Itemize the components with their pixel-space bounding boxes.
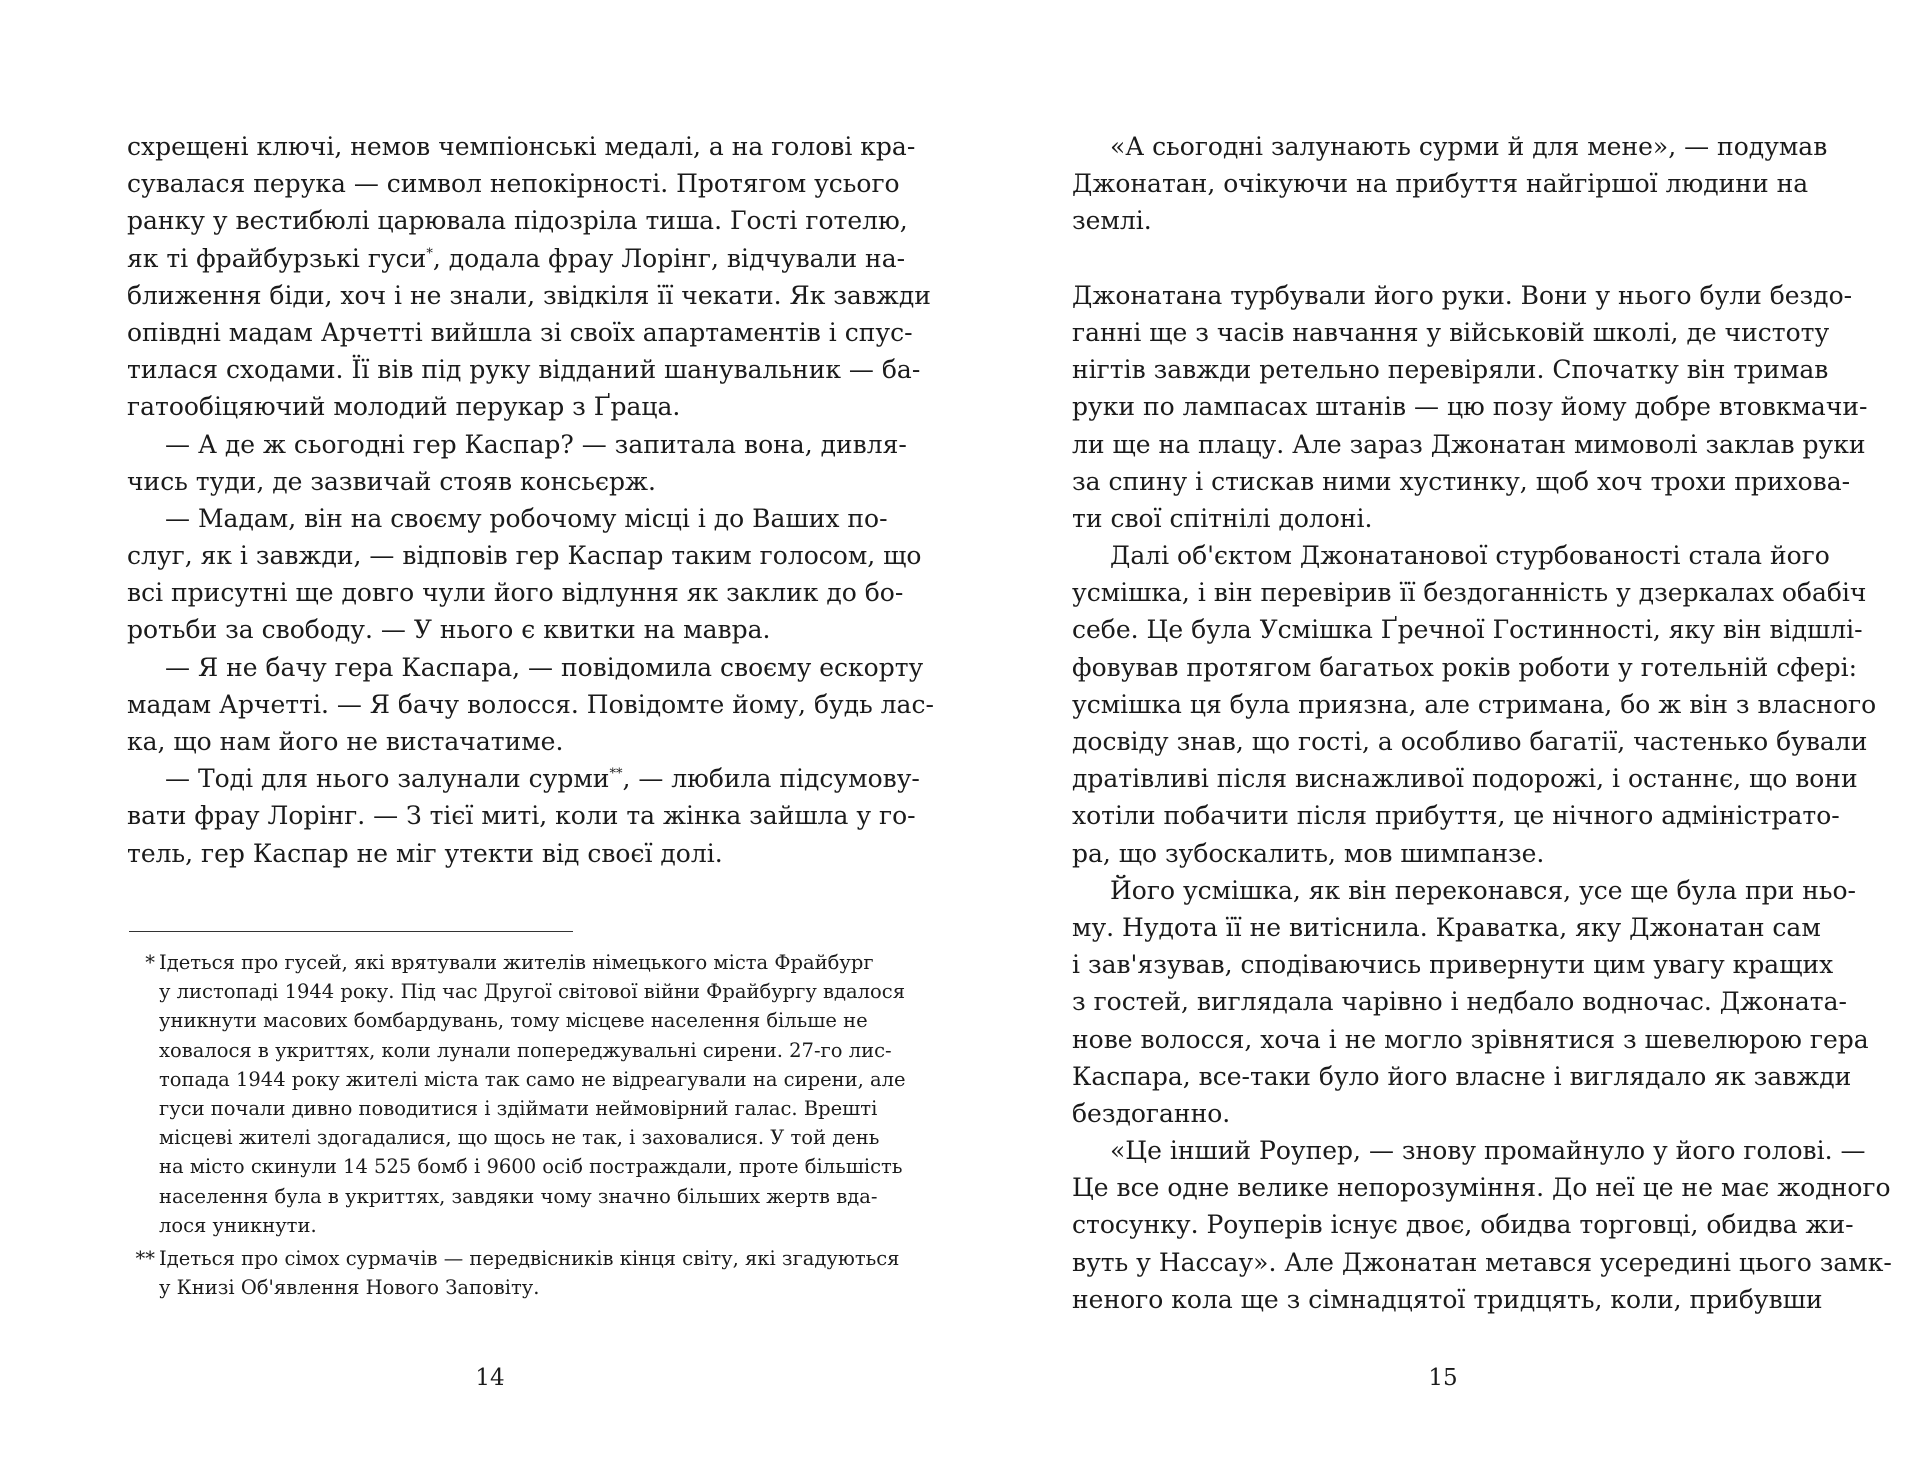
footnote-line: Ідеться про сімох сурмачів — передвісників кінця світу, які згадуються: [159, 1246, 900, 1270]
text-line: [1072, 463, 1851, 500]
text-line-content: ранку у вестибюлі царювала підозріла тиша. Гості готелю,: [127, 206, 908, 236]
text-line: [127, 686, 934, 723]
text-line-content: ти свої спітнілі долоні.: [1072, 503, 1373, 533]
text-line-content: Джонатана турбували його руки. Вони у нього були бездо-: [1072, 280, 1853, 310]
text-line: [127, 426, 907, 463]
footnote-line: гуси почали дивно поводитися і здіймати неймовірний галас. Врешті: [159, 1096, 878, 1120]
text-line-content: Далі об'єктом Джонатанової стурбованості стала його: [1110, 541, 1830, 571]
footnote-line: у Книзі Об'явлення Нового Заповіту.: [159, 1276, 540, 1300]
text-line: [1072, 983, 1847, 1020]
text-line-content: — Тоді для нього залунали сурми: [165, 764, 610, 794]
text-line: [127, 202, 908, 239]
text-line-content: схрещені ключі, немов чемпіонські медалі, а на голові кра-: [127, 132, 916, 161]
text-line-content: вуть у Нассау». Але Джонатан метався усередині цього замк-: [1072, 1247, 1892, 1277]
footnote-line: лося уникнути.: [159, 1213, 317, 1237]
text-line-content: ротьби за свободу. — У нього є квитки на мавра.: [127, 615, 771, 645]
footnote-line: Ідеться про гусей, які врятували жителів німецького міста Фрайбург: [159, 951, 874, 974]
text-line: [127, 537, 922, 574]
text-line: [127, 128, 916, 165]
text-line-content: ра, що зубоскалить, мов шимпанзе.: [1072, 838, 1545, 868]
text-line-continuation: , — любила підсумову-: [622, 764, 920, 794]
text-line: [1072, 388, 1868, 425]
text-line-content: вати фрау Лорінг. — З тієї миті, коли та жінка зайшла у го-: [127, 801, 916, 831]
text-line: [1072, 314, 1830, 351]
text-line: [127, 165, 900, 202]
text-line-content: «А сьогодні залунають сурми й для мене», — подумав: [1110, 132, 1828, 161]
text-line: [127, 500, 888, 537]
text-line: [127, 388, 852, 425]
text-line: [127, 574, 904, 611]
text-line: [127, 351, 921, 388]
text-line-content: ли ще на плацу. Але зараз Джонатан мимоволі заклав руки: [1072, 429, 1866, 459]
text-line-content: бездоганно.: [1072, 1098, 1231, 1128]
text-line-content: тель, гер Каспар не міг утекти від своєї долі.: [127, 838, 723, 868]
text-line: [127, 611, 852, 648]
text-line: [1072, 1132, 1866, 1169]
text-line-content: Його усмішка, як він переконався, усе ще була при ньо-: [1110, 875, 1857, 905]
footnote-line: топада 1944 року жителі міста так само не відреагували на сирени, але: [159, 1067, 906, 1091]
text-line: [1072, 202, 1797, 239]
page-number-right: 15: [1428, 1365, 1458, 1391]
footnote-reference[interactable]: *: [426, 246, 433, 262]
text-line-content: — А де ж сьогодні гер Каспар? — запитала вона, дивля-: [165, 429, 907, 459]
text-line: [1072, 760, 1858, 797]
text-line-content: Це все одне велике непорозуміння. До неї це не має жодного: [1072, 1173, 1891, 1203]
text-line: [1072, 946, 1834, 983]
text-line: [1072, 1244, 1892, 1281]
text-line-content: усмішка ця була приязна, але стримана, бо ж він з власного: [1072, 689, 1877, 719]
text-line-content: і зав'язував, сподіваючись привернути цим увагу кращих: [1072, 950, 1834, 980]
text-line: [1072, 1169, 1891, 1206]
left-body-text: [127, 128, 934, 872]
text-line-content: гатообіцяючий молодий перукар з Ґраца.: [127, 392, 681, 422]
text-line: [127, 277, 931, 314]
footnote-line: уникнути масових бомбардувань, тому місцеве населення більше не: [159, 1009, 868, 1033]
text-line: [127, 463, 852, 500]
text-line-content: Джонатан, очікуючи на прибуття найгіршої людини на: [1072, 169, 1809, 199]
text-line: [1072, 1021, 1869, 1058]
text-line-content: усмішка, і він перевірив її бездоганність у дзеркалах обабіч: [1072, 578, 1867, 608]
footnote: [127, 1244, 900, 1302]
text-line: [1072, 1058, 1852, 1095]
text-line-content: ка, що нам його не вистачатиме.: [127, 727, 564, 756]
text-line: [127, 835, 852, 872]
text-line: [127, 240, 906, 277]
footnote-mark: **: [135, 1246, 155, 1270]
right-body-text: [1072, 128, 1892, 1318]
text-line-content: нове волосся, хоча і не могло зрівнятися з шевелюрою гера: [1072, 1024, 1869, 1054]
footnotes: [127, 948, 906, 1302]
footnote-separator: [129, 931, 573, 932]
paragraph-gap: [1072, 240, 1797, 277]
text-line-content: всі присутні ще довго чули його відлуння як заклик до бо-: [127, 578, 904, 608]
text-line-content: «Це інший Роупер, — знову промайнуло у його голові. —: [1110, 1136, 1866, 1166]
text-line-content: му. Нудота її не витіснила. Краватка, яку Джонатан сам: [1072, 912, 1821, 942]
text-line-content: опівдні мадам Арчетті вийшла зі своїх апартаментів і спус-: [127, 317, 913, 347]
text-line: [1072, 909, 1821, 946]
text-line-content: землі.: [1072, 206, 1152, 236]
text-line-content: ганні ще з часів навчання у військовій школі, де чистоту: [1072, 317, 1830, 347]
text-line: [127, 797, 916, 834]
text-line: [127, 760, 920, 797]
text-line: [127, 649, 924, 686]
text-line-content: сувалася перука — символ непокірності. Протягом усього: [127, 169, 900, 199]
text-line-content: як ті фрайбурзькі гуси: [127, 243, 427, 273]
text-line: [1072, 649, 1858, 686]
text-line-content: Каспара, все-таки було його власне і виглядало як завжди: [1072, 1061, 1852, 1091]
text-line-content: руки по лампасах штанів — цю позу йому добре втовкмачи-: [1072, 392, 1868, 422]
text-line: [1072, 500, 1797, 537]
text-line: [1072, 723, 1868, 760]
text-line-content: стосунку. Роуперів існує двоє, обидва торговці, обидва жи-: [1072, 1210, 1854, 1240]
footnote-line: місцеві жителі здогадалися, що щось не так, і заховалися. У той день: [159, 1126, 880, 1150]
footnote-line: на місто скинули 14 525 бомб і 9600 осіб постраждали, проте більшість: [159, 1155, 903, 1179]
text-line-content: досвіду знав, що гості, а особливо багатії, частенько бували: [1072, 727, 1868, 756]
text-line: [1072, 611, 1863, 648]
text-line-content: ближення біди, хоч і не знали, звідкіля її чекати. Як завжди: [127, 280, 931, 310]
text-line-content: хотіли побачити після прибуття, це нічного адміністрато-: [1072, 801, 1840, 831]
text-line-content: себе. Це була Усмішка Ґречної Гостинності, яку він відшлі-: [1072, 615, 1863, 645]
text-line: [1072, 351, 1829, 388]
text-line-content: мадам Арчетті. — Я бачу волосся. Повідомте йому, будь лас-: [127, 689, 934, 719]
text-line-content: дратівливі після виснажливої подорожі, і останнє, що вони: [1072, 764, 1858, 794]
text-line-content: тилася сходами. Її вів під руку відданий шанувальник — ба-: [127, 355, 921, 385]
text-line-content: фовував протягом багатьох років роботи у готельній сфері:: [1072, 652, 1858, 682]
text-line-content: — Мадам, він на своєму робочому місці і до Ваших по-: [165, 503, 888, 533]
footnote-line: ховалося в укриттях, коли лунали попереджувальні сирени. 27-го лис-: [159, 1038, 892, 1062]
text-line-content: нігтів завжди ретельно перевіряли. Спочатку він тримав: [1072, 355, 1829, 385]
text-line: [1072, 165, 1809, 202]
text-line: [1072, 1095, 1797, 1132]
text-line: [1072, 835, 1797, 872]
text-line-content: чись туди, де зазвичай стояв консьєрж.: [127, 466, 656, 496]
text-line: [1072, 574, 1867, 611]
text-line-content: — Я не бачу гера Каспара, — повідомила своєму ескорту: [165, 652, 924, 682]
text-line: [127, 314, 913, 351]
page-number-left: 14: [475, 1365, 505, 1391]
right-page: [960, 0, 1920, 1477]
text-line-content: з гостей, виглядала чарівно і недбало водночас. Джоната-: [1072, 987, 1847, 1017]
footnote-line: населення була в укриттях, завдяки чому значно більших жертв вда-: [159, 1184, 878, 1208]
text-line: [1072, 426, 1866, 463]
text-line-continuation: , додала фрау Лорінг, відчували на-: [432, 243, 906, 273]
footnote-reference[interactable]: **: [609, 766, 623, 782]
footnote-line: у листопаді 1944 року. Під час Другої світової війни Фрайбургу вдалося: [159, 980, 906, 1004]
text-line: [1072, 128, 1828, 165]
text-line-content: слуг, як і завжди, — відповів гер Каспар таким голосом, що: [127, 541, 922, 571]
text-line-content: неного кола ще з сімнадцятої тридцять, коли, прибувши: [1072, 1284, 1823, 1314]
text-line: [1072, 537, 1830, 574]
text-line: [1072, 797, 1840, 834]
footnote-mark: *: [145, 951, 155, 974]
footnote: [127, 948, 906, 1240]
text-line: [1072, 277, 1853, 314]
text-line: [1072, 872, 1857, 909]
text-line: [1072, 1281, 1823, 1318]
text-line: [1072, 686, 1877, 723]
text-line-content: за спину і стискав ними хустинку, щоб хоч трохи прихова-: [1072, 466, 1851, 496]
text-line: [1072, 1206, 1854, 1243]
text-line: [127, 723, 852, 760]
